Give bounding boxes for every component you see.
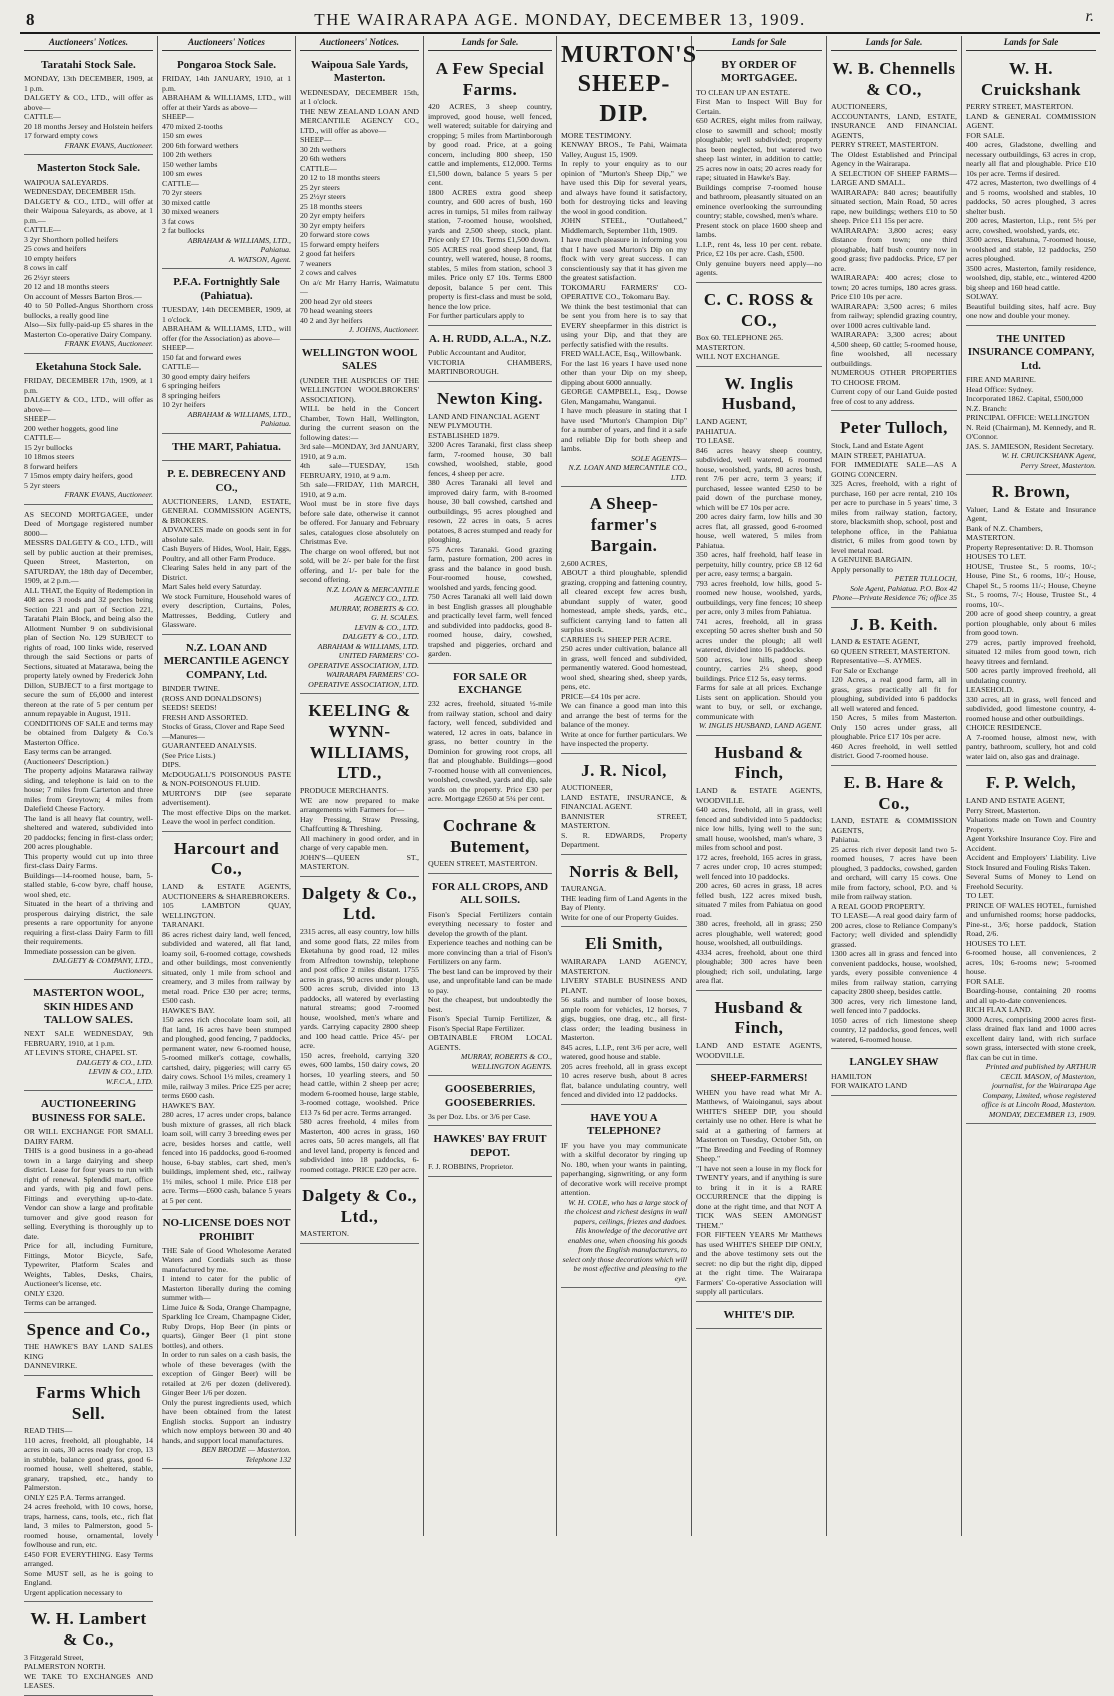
ad-body: LAND & ESTATE AGENTS, WOODVILLE. 640 acres, freehold, all in grass, well fenced and subdivided into 5 paddocks; nice low hills, lying well to the sun; small house, woolshed, man's whare, 3 miles from school and post. 172 acres, freehold, 165 acres in grass, 7 acres under crop, 10 acres stumped; well fenced into 10 paddocks. 200 acres, 60 acres in grass, 18 acres felled bush, 122 acres mixed bush, situated 7 miles from Pahiatua on good road. 380 acres, freehold, all in grass; 250 acres ploughable, well watered; good house, woolshed, all outbuildings. 4334 acres, freehold, about one third ploughable; 300 acres have been ploughed; rich soil, undulating, large area flat.: [696, 786, 822, 986]
advertisement: [428, 384, 552, 664]
advertisement: [24, 1093, 153, 1312]
ad-body: 232 acres, freehold, situated ½-mile from railway station, school and dairy factory, well fenced, subdivided and watered, 12 acres in oats, balance in grass, no better country in the Dominion for growing root crops, all flat and ploughable. Buildings—good 7-roomed house with all conveniences, woolshed, cowshed, yards and dip, sale yards on the property. Price £30 per acre. Mortgage £2650 at 5¼ per cent.: [428, 699, 552, 804]
advertisement: [162, 436, 291, 461]
advertisement: [966, 328, 1096, 475]
advertisement: [831, 54, 957, 411]
ad-body: LAND AND ESTATE AGENTS, WOODVILLE.: [696, 1041, 822, 1060]
ad-body: THE Sale of Good Wholesome Aerated Waters and Cordials such as those manufactured by me. I intend to cater for the public of Masterton liberally during the coming summer with— Lime Juice & Soda, Orange Champagne, Sparkling Ice Cream, Champagne Cider, Ruby Drops, Hop Beer (in pints or quarts), Ginger Beer (1 pint stone bottles), and others. In order to run sales on a cash basis, the whole of these beverages (with the exception of Ginger Beer) will be retailed at 2/6 per dozen (delivered). Ginger Beer 1/6 per dozen. Only the purest ingredients used, which have been obtained from the latest English stocks. Support an industry which now employs between 30 and 40 hands, and support local manufactures.: [162, 1245, 291, 1445]
ad-title: Norris & Bell,: [569, 861, 679, 881]
advertisement: [428, 54, 552, 326]
advertisement: [24, 507, 153, 981]
ad-title: Husband & Finch,: [714, 742, 804, 783]
ad-body: PRODUCE MERCHANTS. WE are now prepared to make arrangements with Farmers for— Hay Pressing, Straw Pressing, Chaffcutting & Threshing. All machinery in good order, and in charge of very capable men. JOHN'S—QUEEN ST., MASTERTON.: [300, 786, 419, 872]
advertisement: [831, 1051, 957, 1095]
ad-body: IF you have you may communicate with a skilful decorator by ringing up No. 180, when your wants in painting, paperhanging, signwriting, or any form of decorative work will receive prompt attention.: [561, 1140, 687, 1198]
ad-body: TUESDAY, 14th DECEMBER, 1909, at 1 o'clock. ABRAHAM & WILLIAMS, LTD., will offer (for the Association) as above— SHEEP— 150 fat and forward ewes CATTLE— 30 good empty dairy heifers 6 springing heifers 8 springing heifers 10 2yr heifers: [162, 305, 291, 410]
handwritten-mark: r.: [1085, 8, 1094, 25]
ad-title: R. Brown,: [991, 482, 1071, 502]
advertisement: [966, 768, 1096, 1124]
ad-title: A Few Special Farms.: [435, 58, 545, 99]
ad-body: LAND & ESTATE AGENTS, AUCTIONEERS & SHAREBROKERS. 105 LAMBTON QUAY, WELLINGTON. TARANAKI. 86 acres richest dairy land, well fenced, subdivided and watered, all flat land, loamy soil, 6-roomed cottage, cowsheds and other buildings, most conveniently situated, only 1 mile from school and creamery, and 3 miles from railway by metal road. Price £30 per acre; terms, £500 cash. HAWKE'S BAY. 150 acres rich chocolate loam soil, all flat land, 16 acres have been stumped and ploughed, good fencing, 7 paddocks, permanent water, new 6-roomed house, 5-roomed milker's cottage, cowhalls, cartshed, dairy, piggeries; will carry 65 dairy cows. School 1½ miles, creamery 1 mile, railway 3 miles. Price £25 per acre; terms £600 cash. HAWKE'S BAY. 280 acres, 17 acres under crops, balance bush mixture of grasses, all rich black loam soil, will carry 3 breeding ewes per acre, besides horses and cattle, well fenced into 16 paddocks, good 6-roomed house, 6-bay stables, cart shed, men's buildings, implement shed, etc., railway 1½ miles, school 1 mile. Price £18 per acre. Terms—£600 cash, balance 5 years at 5 per cent.: [162, 882, 291, 1205]
ad-title: LANGLEY SHAW: [849, 1056, 939, 1069]
column-7: [827, 36, 962, 1536]
ad-title: THE MART, Pahiatua.: [172, 440, 281, 453]
ad-signature: ABRAHAM & WILLIAMS, LTD., Pahiatua.: [187, 409, 291, 429]
advertisement: [561, 756, 687, 855]
advertisement: [300, 54, 419, 340]
ad-title: J. B. Keith.: [850, 614, 938, 634]
ad-body: BINDER TWINE. (ROSS AND DONALDSON'S) SEEDS! SEEDS! FRESH AND ASSORTED. Stocks of Grass, Clover and Rape Seed —Manures— GUARANTEED ANALYSIS. (See Price Lists.) DIPS. McDOUGALL'S POISONOUS PASTE & NON-POISONOUS FLUID. MURTON'S DIP (see separate advertisement). The most effective Dips on the market. Leave the wool in perfect condition.: [162, 684, 291, 827]
ad-signature: PETER TULLOCH, Sole Agent, Pahiatua. P.O. Box 42 Phone—Private Residence 76; office 35: [832, 574, 957, 603]
ad-title: NO-LICENSE DOES NOT PROHIBIT: [162, 1217, 291, 1243]
ad-title: W. H. Cruickshank: [981, 58, 1081, 99]
advertisement: [162, 637, 291, 832]
ad-signature: DALGETY & COMPANY, LTD., Auctioneers.: [52, 956, 153, 975]
advertisement: [561, 489, 687, 753]
ad-body: (UNDER THE AUSPICES OF THE WELLINGTON WOOLBROKERS' ASSOCIATION). WILL be held in the Concert Chamber, Town Hall, Wellington, during the current season on the following dates:— 3rd sale—MONDAY, 3rd JANUARY, 1910, at 9 a.m. 4th sale—TUESDAY, 15th FEBRUARY, 1910, at 9 a.m. 5th sale—FRIDAY, 11th MARCH, 1910, at 9 a.m. Wool must be in store five days before sale date, otherwise it cannot be offered. For January and February sales, catalogues close absolutely on Christmas Eve. The charge on wool offered, but not sold, will be 2/- per bale for the first offering, and 1/- per bale for the second offering.: [300, 375, 419, 585]
ad-title: Taratahi Stock Sale.: [41, 58, 136, 71]
advertisement: [162, 1212, 291, 1469]
ad-title: AUCTIONEERING BUSINESS FOR SALE.: [31, 1098, 146, 1124]
ad-body: MORE TESTIMONY. KENWAY BROS., Te Pahi, Waimata Valley, August 15, 1909. In reply to your enquiry as to our opinion of "Murton's Sheep Dip," we have used this Dip for several years, and always have found it satisfactory, both for destroying ticks and leaving the wool in good condition. JOHN STEEL, "Outlaheed," Middlemarch, September 11th, 1909. I have much pleasure in informing you that I have used Murton's Dip on my flock with very great success. I can conscientiously say that it has given me the greatest satisfaction. TOKOMARU FARMERS' CO-OPERATIVE CO., Tokomaru Bay. We think the best testimonial that can be sent you from here is to say that EVERY sheepfarmer in this district is using your Dip, and that they are perfectly satisfied with the results. FRED WALLACE, Esq., Willowbank. For the last 16 years I have used none other than your Dip on my sheep, dipping about 6000 annually. GEORGE CAMPBELL, Esq., Dowse Glen, Mangamahu, Wanganui. I have much pleasure in stating that I have used "Murton's Champion Dip" for a number of years, and find it a safe and reliable Dip for both sheep and lambs.: [561, 130, 687, 454]
ad-body: 420 ACRES, 3 sheep country, improved, good house, well fenced, well watered; suitable for dairying and cropping; 5 miles from Martinborough by good road. Price, at a going concern, including 800 sheep, 150 cattle and implements, £12,000. Terms £1,500 down, balance 5 years 5 per cent. 1800 ACRES extra good sheep country, and 600 acres of bush, 160 acres in turnips, 51 miles from railway station, 7-roomed house, woolshed, yards and 2,500 sheep, stock, plant. Price only £7 10s. Terms £1,500 down. 505 ACRES real good sheep land, flat country, well watered, house, 8 rooms, stables, 5 miles from station, school 3 miles. Price only £7 10s. Terms £800 deposit, balance 5 per cent. This property is first-class and must be sold, hence the low price. For further particulars apply to: [428, 102, 552, 321]
advertisement: [24, 356, 153, 505]
column-heading: Lands for Sale: [966, 36, 1096, 51]
ad-title: Peter Tulloch,: [840, 418, 948, 438]
ad-title: FOR SALE OR EXCHANGE: [453, 670, 527, 696]
ad-title: W. H. Lambert & Co.,: [30, 1609, 147, 1650]
ad-title: J. R. Nicol,: [581, 760, 667, 780]
ad-title: FOR ALL CROPS, AND ALL SOILS.: [431, 880, 549, 907]
ad-signature: BEN BRODIE — Masterton. Telephone 132: [201, 1445, 291, 1464]
ad-body: 2,600 ACRES, ABOUT a third ploughable, splendid grazing, cropping and fattening country, all cleared except few acres bush, abundant supply of water, good homestead, ample sheds, yards, etc., sufficient carrying land to fatten all surplus stock. CARRIES 1¼ SHEEP PER ACRE. 250 acres under cultivation, balance all in grass, well fenced and subdivided, permanently watered. Good homestead, wool shed, shearing shed, sheep yards, pens, etc. PRICE—£4 10s per acre. We can finance a good man into this and arrange the best of terms for the balance of the money. Write at once for further particulars. We have inspected the property.: [561, 558, 687, 748]
advertisement: [162, 463, 291, 635]
ad-body: LAND AGENT, PAHIATUA. TO LEASE. 846 acres heavy sheep country, subdivided, well watered, 6 roomed house, woolshed, yards, 80 acres bush, rent 7/6 per acre, term 3 years; if purchased, lessee wanted £250 to be paid down of the purchase money, which will be £7 10s per acre. 200 acres dairy farm, low hills and 30 acres flat, all grassed, good 6-roomed house, well watered, 5 miles from Pahiatua. 350 acres, half freehold, half lease in perpetuity, hilly country, price £8 12 6d per acre, easy terms; a bargain. 793 acres freehold, low hills, good 5-roomed new house, woolshed, yards, outbuildings, very fine fences; 10 sheep per acre, only 3 miles from Pahiatua. 741 acres, freehold, all in grass excepting 50 acres shelter bush and 50 acres under the plough; all well watered, divided into 16 paddocks. 500 acres, low hills, good sheep country, carries 2¼ sheep, good buildings. Price £12 5s, easy terms. Farms for sale at all prices. Exchange Lists sent on application. Should you want to buy, or sell, or exchange, communicate with: [696, 417, 822, 721]
advertisement: [831, 413, 957, 607]
ad-title: Pongaroa Stock Sale.: [176, 58, 277, 71]
column-heading: Lands for Sale.: [831, 36, 957, 51]
ad-title: WHITE'S DIP.: [723, 1308, 795, 1321]
advertisement: [428, 1128, 552, 1176]
ad-body: HAMILTON FOR WAIKATO LAND: [831, 1071, 907, 1091]
ad-title: F. P. Welch,: [986, 773, 1076, 793]
ad-signature: FRANK EVANS, Auctioneer.: [64, 140, 153, 150]
ad-title: SHEEP-FARMERS!: [710, 1072, 808, 1085]
ad-title: Eketahuna Stock Sale.: [35, 360, 142, 373]
column-heading: Auctioneers' Notices.: [300, 36, 419, 51]
advertisement: [428, 811, 552, 874]
column-3: [296, 36, 424, 1536]
ad-body: F. J. ROBBINS, Proprietor.: [428, 1162, 514, 1172]
ad-title: Waipoua Sale Yards, Masterton.: [310, 58, 409, 85]
column-heading: Auctioneers' Notices: [162, 36, 291, 51]
ad-body: Fison's Special Fertilizers contain everything necessary to foster and develop the growth of the plant. Experience teaches and nothing can be more convincing than a trial of Fison's Fertilizers on any farm. The best land can be improved by their use, and unprofitable land can be made to pay. Not the cheapest, but undoubtedly the best. Fison's Special Turnip Fertilizer, & Fison's Special Rape Fertilizer. OBTAINABLE FROM LOCAL AGENTS.: [428, 909, 552, 1052]
advertisement: [696, 54, 822, 283]
ad-title: Masterton Stock Sale.: [37, 162, 140, 175]
page-number: 8: [26, 10, 35, 29]
ad-title: P.F.A. Fortnightly Sale (Pahiatua).: [173, 276, 280, 302]
ad-body: WAIRARAPA LAND AGENCY, MASTERTON. LIVERY STABLE BUSINESS AND PLANT. 56 stalls and number of loose boxes, ample room for vehicles, 12 horses, 7 gigs, buggies, one drag, etc., all first-class order; the leading business in Masterton. 845 acres, L.I.P., rent 3/6 per acre, well watered, good house and stable. 205 acres freehold, all in grass except 10 acres reserve bush, about 8 acres flat, balance undulating country, well fenced and divided into 12 paddocks.: [561, 957, 687, 1100]
ad-title: KEELING & WYNN-WILLIAMS, LTD.,: [308, 701, 411, 783]
ad-body: AUCTIONEER, LAND ESTATE, INSURANCE, & FINANCIAL AGENT. BANNISTER STREET, MASTERTON. S. R. EDWARDS, Property Department.: [561, 783, 687, 850]
ad-signature: FRANK EVANS, Auctioneer.: [64, 490, 153, 500]
ad-body: OR WILL EXCHANGE FOR SMALL DAIRY FARM. THIS is a good business in a go-ahead town in a large dairying and sheep district. Lease for four years to run with right of renewal. Splendid mart, office and yards, with pig and fowl pens. Fittings and everything up-to-date. Vendor can show a large and profitable turnover and give good reason for selling. Everything is thoroughly up to date. Price for all, including Furniture, Fittings, Motor Bicycle, Safe, Typewriter, Platform Scales and Weights, Tables, Desks, Chairs, Auctioneer's license, etc. ONLY £320. Terms can be arranged.: [24, 1127, 153, 1308]
ad-title: N.Z. LOAN AND MERCANTILE AGENCY COMPANY, Ltd.: [163, 641, 290, 681]
ad-body: WAIPOUA SALEYARDS. WEDNESDAY, DECEMBER 15th. DALGETY & CO., LTD., will offer at their Waipoua Saleyards, as above, at 1 p.m.— CATTLE— 3 2yr Shorthorn polled heifers 25 cows and heifers 10 empty heifers 8 cows in calf 26 2½yr steers 20 12 and 18 months steers On account of Messrs Barton Bros.— 40 to 50 Polled-Angus Shorthorn cross bullocks, a really good line Also—Six fully-paid-up £5 shares in the Masterton Co-operative Dairy Company.: [24, 177, 153, 339]
column-5: [557, 36, 698, 1536]
advertisement: [162, 54, 291, 269]
advertisement: [24, 1315, 153, 1376]
ad-title: Eli Smith,: [585, 934, 663, 954]
column-1: [20, 36, 158, 1691]
ad-body: THE HAWKE'S BAY LAND SALES KING DANNEVIRKE.: [24, 1342, 153, 1371]
advertisement: [561, 36, 698, 487]
advertisement: [966, 477, 1096, 766]
ad-body: FIRE AND MARINE. Head Office: Sydney. Incorporated 1862. Capital, £500,000 N.Z. Branch: PRINCIPAL OFFICE: WELLINGTON N. Reid (Chairman), M. Kennedy, and R. O'Connor. JAS. S. JAMIESON, Resident Secretary.: [966, 375, 1096, 451]
newspaper-title: THE WAIRARAPA AGE. MONDAY, DECEMBER 13, 1909.: [314, 10, 806, 29]
column-6: [692, 36, 827, 1536]
advertisement: [696, 285, 822, 367]
advertisement: [696, 1304, 822, 1329]
advertisement: [428, 876, 552, 1076]
ad-title: HAVE YOU A TELEPHONE?: [587, 1111, 661, 1138]
column-heading: Auctioneers' Notices.: [24, 36, 153, 51]
advertisement: [561, 857, 687, 928]
ad-title: P. E. DEBRECENY AND CO.,: [167, 468, 286, 494]
column-heading: Lands for Sale: [696, 36, 822, 51]
ad-body: WEDNESDAY, DECEMBER 15th, at 1 o'clock. THE NEW ZEALAND LOAN AND MERCANTILE AGENCY CO., LTD., will offer as above— SHEEP— 30 2th wethers 20 6th wethers CATTLE— 20 12 to 18 months steers 25 2yr steers 25 2½yr steers 25 18 months steers 20 2yr empty heifers 30 2yr empty heifers 20 forward store cows 15 forward empty heifers 2 good fat heifers 7 weaners 2 cows and calves On a/c Mr Harry Harris, Waimatutu— 200 head 2yr old steers 70 head weaning steers 40 2 and 3yr heifers: [300, 87, 419, 325]
column-8: [962, 36, 1100, 1536]
ad-title: Husband & Finch,: [714, 997, 804, 1038]
ad-title: Harcourt and Co.,: [173, 838, 280, 879]
ad-signature: J. JOHNS, Auctioneer.: [348, 325, 419, 335]
advertisement: [696, 369, 822, 736]
advertisement: [24, 54, 153, 155]
advertisement: [966, 54, 1096, 326]
ad-title: A Sheep-farmer's Bargain.: [589, 494, 659, 555]
ad-body: MASTERTON.: [300, 1229, 349, 1239]
ad-signature: SOLE AGENTS— N.Z. LOAN AND MERCANTILE CO., LTD.: [568, 453, 687, 482]
advertisement: [24, 982, 153, 1091]
ad-signature: W. INGLIS HUSBAND, LAND AGENT.: [698, 721, 822, 731]
ad-body: TO CLEAN UP AN ESTATE. First Man to Inspect Will Buy for Certain. 650 ACRES, eight miles from railway, close to sawmill and school; mostly ploughable; well subdivided; property has been neglected, but watered two sheep last winter, in addition to cattle; 25 acres now in oats; 20 acres ready for rape; situated in Hawke's Bay. Buildings comprise 7-roomed house and bathroom, pleasantly situated on an eminence overlooking the surrounding country; stable, cowshed, men's whare. Present stock on place 1600 sheep and lambs. L.I.P., rent 4s, less 10 per cent. rebate. Price, £2 10s per acre. Cash, £500. Only genuine buyers need apply—no agents.: [696, 87, 822, 278]
advertisement: [162, 834, 291, 1210]
column-4: [424, 36, 557, 1536]
ad-signature: W. H. CRUICKSHANK Agent, Perry Street, Masterton.: [1001, 451, 1096, 470]
advertisement: [300, 696, 419, 876]
advertisement: [561, 929, 687, 1104]
ad-body: QUEEN STREET, MASTERTON.: [428, 859, 538, 869]
masthead: [20, 8, 1100, 34]
ad-body: Stock, Land and Estate Agent MAIN STREET, PAHIATUA. FOR IMMEDIATE SALE—AS A GOING CONCERN. 325 Acres, freehold, with a right of purchase, 160 per acre rental, 210 10s per acre to purchase in 5 years' time, 3 miles from railway station, factory, store, blacksmith shop, school, post and telephone office, in the Pahiatua district, 6 miles from good town by level metal road. A GENUINE BARGAIN. Apply personally to: [831, 441, 957, 574]
ad-body: AUCTIONEERS, ACCOUNTANTS, LAND, ESTATE, INSURANCE AND FINANCIAL AGENTS, PERRY STREET, MASTERTON. The Oldest Established and Principal Agency in the Wairarapa. A SELECTION OF SHEEP FARMS—LARGE AND SMALL. WAIRARAPA: 840 acres; beautifully situated section, Main Road, 50 acres rape, new buildings; wethers £10 to 50 sheep. Price £11 15s per acre. WAIRARAPA: 3,800 acres; easy distance from town; one third ploughable, half bush country now in good grass; five paddocks. Price, £7 per acre. WAIRARAPA: 400 acres; close to town; 20 acres turnips, 180 acres grass. Price £10 10s per acre. WAIRARAPA: 3,500 acres; 6 miles from railway; splendid grazing country, over 1000 acres cultivable land. WAIRARAPA: 3,300 acres; about 4,500 sheep, 60 cattle; 5-roomed house, fine woolshed, all necessary outbuildings. NUMEROUS OTHER PROPERTIES TO CHOOSE FROM. Current copy of our Land Guide posted free of cost to any address.: [831, 102, 957, 406]
ad-signature: FRANK EVANS, Auctioneer.: [64, 339, 153, 349]
advertisement: [831, 768, 957, 1049]
advertisement: [24, 1378, 153, 1602]
ad-body: WHEN you have read what Mr A. Matthews, of Waioinganui, says about WHITE'S SHEEP DIP, you should certainly use no other. Here is what he said at a gathering of farmers at Masterton on Tuesday, October 5th, on "The Breeding and Feeding of Romney Sheep." "I have not seen a louse in my flock for TWENTY years, and if anything is sure to bring it in it is a RARE OCCURRENCE that the dipping is done at the right time, and that NOT A TICK WAS SEEN AMONGST THEM." FOR FIFTEEN YEARS Mr Matthews has used WHITE'S SHEEP DIP ONLY, and the above testimony sets out the secret: no dip but the right dip, dipped at the right time. The Wairarapa Farmers' Co-operative Association will supply all particulars.: [696, 1087, 822, 1297]
ad-body: LAND AND ESTATE AGENT, Perry Street, Masterton. Valuations made on Town and Country Property. Agent Yorkshire Insurance Coy. Fire and Accident. Accident and Employers' Liability. Live Stock Insured and Fouling Risks Taken. Several Sums of Money to Lend on Freehold Security. TO LET. PRINCE OF WALES HOTEL, furnished and unfurnished rooms; horse paddocks, Pine-st., 3/6; horse paddock, Station Road, 2/6. HOUSES TO LET. 6-roomed house, all conveniences, 2 acres, 10s; 6-rooms new; 5-roomed house. FOR SALE. Boarding-house, containing 20 rooms and all up-to-date conveniences. RICH FLAX LAND. 3000 Acres, comprising 2000 acres first-class drained flax land and 1000 acres excellent dairy land, with rich surface sown grass, intersected with stone creek, flax can be cut in time.: [966, 796, 1096, 1062]
ad-body: NEXT SALE WEDNESDAY, 9th FEBRUARY, 1910, at 1 p.m. AT LEVIN'S STORE, CHAPEL ST.: [24, 1029, 153, 1058]
advertisement: [24, 1604, 153, 1695]
ad-signature: W. H. COLE, who has a large stock of the choicest and richest designs in wall papers, ceilings, friezes and dadoes. His knowledge of the decorative art enables one, when choosing his goods from the English manufacturers, to select only those decorations which will be most effective and pleasing to the eye.: [562, 1197, 687, 1283]
ad-title: MURTON'S SHEEP-DIP.: [561, 42, 698, 127]
ad-body: Box 60. TELEPHONE 265. MASTERTON. WILL NOT EXCHANGE.: [696, 333, 784, 362]
advertisement: [428, 328, 552, 382]
ad-title: BY ORDER OF MORTGAGEE.: [720, 58, 798, 85]
ad-title: Dalgety & Co., Ltd.: [302, 883, 417, 924]
ad-title: W. Inglis Husband,: [721, 373, 797, 414]
advertisement: [300, 342, 419, 694]
column-heading: Lands for Sale.: [428, 36, 552, 51]
ad-title: E. B. Hare & Co.,: [843, 772, 945, 813]
advertisement: [561, 1107, 687, 1288]
ad-body: AS SECOND MORTGAGEE, under Deed of Mortgage registered number 8000— MESSRS DALGETY & CO., LTD., will sell by public auction at their premises, Queen Street, Masterton, on SATURDAY, the 18th day of December, 1909, at 2 p.m.— ALL THAT, the Equity of Redemption in 408 acres 3 roods and 32 perches being Section 221 and part of Section 221, Taratahi Plain Block, and being also the Allotment Number 9 on subdivisional plan of Section No. 129 SUBJECT to rights of road, 100 links wide, reserved through the said Sections or parts of Sections, situated at Matarawa, being the property lately owned by Frederick John Dillon, SUBJECT to a first mortgage to secure the sum of £6,000 and interest thereon at the rate of 5 per centum per annum repayable in August, 1911. CONDITIONS OF SALE and terms may be obtained from Dalgety & Co.'s Masterton Office. Easy terms can be arranged. (Auctioneers' Description.) The property adjoins Matarawa railway siding, and telephone is laid on to the house; 7 miles from Carterton and three miles from Greytown; 4 miles from Dalefield Cheese Factory. The land is all heavy flat country, well-sheltered and watered, subdivided into 20 paddocks; fencing in first-class order; 200 acres ploughable. This property would cut up into three first-class Dairy Farms. Buildings—14-roomed house, barn, 5-stalled stable, 6-cow byre, chaff house, wool shed, etc. Situated in the heart of a thriving and prosperous dairying district, the sale presents a rare opportunity for anyone requiring a first-class Dairy Farm to fill their requirements. Immediate possession can be given.: [24, 509, 153, 956]
ad-title: C. C. ROSS & CO.,: [703, 289, 815, 330]
ad-title: Dalgety & Co., Ltd.,: [302, 1186, 417, 1226]
ad-body: 3 Fitzgerald Street, PALMERSTON NORTH. WE TAKE TO EXCHANGES AND LEASES.: [24, 1652, 153, 1691]
ad-body: LAND & ESTATE AGENT, 60 QUEEN STREET, MASTERTON. Representative—S. AYMES. For Sale or Exchange 120 Acres, a real good farm, all in grass, grass practically all fit for ploughing, subdivided into 6 paddocks all well watered and fenced. 150 Acres, 5 miles from Masterton. Only 150 acres under grass, all ploughable. Price £17 10s per acre. 460 Acres freehold, in well settled district. Good 7-roomed house.: [831, 637, 957, 761]
advertisement: [428, 666, 552, 809]
ad-body: FRIDAY, 14th JANUARY, 1910, at 1 p.m. ABRAHAM & WILLIAMS, LTD., will offer at their Yards as above— SHEEP— 470 mixed 2-tooths 150 sm ewes 200 6th forward wethers 100 2th wethers 150 wether lambs 100 sm ewes CATTLE— 70 2yr steers 30 mixed cattle 30 mixed weaners 3 fat cows 2 fat bullocks: [162, 74, 291, 236]
ad-title: WELLINGTON WOOL SALES: [301, 346, 418, 373]
ad-body: 2315 acres, all easy country, low hills and some good flats, 22 miles from Eketahuna by good road, 12 miles from Alfredton township, telephone and post office 2 miles distant. 1755 acres in grass, 90 acres under plough, 500 acres scrub, divided into 13 paddocks, all watered by everlasting natural streams; good 7-roomed house, woolshed, men's whare and yards. Carrying capacity 2800 sheep and 100 head cattle. Price 45/- per acre. 150 acres, freehold, carrying 320 ewes, 600 lambs, 150 dairy cows, 20 horses, 10 yearling steers, and 50 head cattle, within 2 sheep per acre; modern 6-roomed house, large stable, 3-roomed cottage, woolshed. Price £13 7s 6d per acre. Terms arranged. 580 acres freehold, 4 miles from Masterton, 400 acres in grass, 160 acres oats, 50 acres mangels, all flat and level land, property is fenced and subdivided into 18 paddocks, 6-roomed cottage. PRICE £20 per acre.: [300, 927, 419, 1174]
ad-signature: ABRAHAM & WILLIAMS, LTD., Pahiatua. A. WATSON, Agent.: [187, 235, 291, 264]
ad-body: PERRY STREET, MASTERTON. LAND & GENERAL COMMISSION AGENT. FOR SALE. 400 acres, Gladstone, dwelling and necessary outbuildings, 63 acres in crop, nearly all flat and ploughable. Price £10 10s per acre. Terms if desired. 472 acres, Masterton, two dwellings of 4 and 5 rooms, woolshed and stables, 10 paddocks, 50 acres ploughed, 3 acres shelter bush. 200 acres, Masterton, l.i.p., rent 5½ per acre, cowshed, woolshed, yards, etc. 3500 acres, Eketahuna, 7-roomed house, woolshed and stable, 12 paddocks, 250 acres ploughed. 3500 acres, Masterton, family residence, woolshed, dip, stable, etc., wintered 4200 big sheep and 160 head cattle. SOLWAY. Beautiful building sites, half acre. Buy one now and double your money.: [966, 102, 1096, 321]
advertisement: [300, 1181, 419, 1244]
ad-title: HAWKES' BAY FRUIT DEPOT.: [433, 1133, 547, 1159]
ad-signature: MURRAY, ROBERTS & CO., WELLINGTON AGENTS.: [460, 1052, 552, 1071]
ad-title: Newton King.: [436, 388, 544, 408]
ad-body: AUCTIONEERS, LAND, ESTATE, GENERAL COMMISSION AGENTS, & BROKERS. ADVANCES made on goods sent in for absolute sale. Cash Buyers of Hides, Wool, Hair, Eggs, Poultry, and all other Farm Produce. Clearing Sales held in any part of the District. Mart Sales held every Saturday. We stock Furniture, Household wares of every description, Curtains, Poles, Mattresses, Bedding, Cutlery and Glassware.: [162, 496, 291, 630]
ad-title: MASTERTON WOOL, SKIN HIDES AND TALLOW SALES.: [32, 987, 145, 1026]
ad-body: Public Accountant and Auditor, VICTORIA CHAMBERS, MARTINBOROUGH.: [428, 348, 552, 377]
ad-body: MONDAY, 13th DECEMBER, 1909, at 1 p.m. DALGETY & CO., LTD., will offer as above— CATTLE— 20 18 months Jersey and Holstein heifers 17 forward empty cows: [24, 74, 153, 141]
advertisement: [696, 993, 822, 1065]
ad-title: W. B. Chennells & CO.,: [832, 58, 956, 99]
ad-body: 3s per Doz. Lbs. or 3/6 per Case.: [428, 1111, 531, 1121]
advertisement: [696, 738, 822, 991]
advertisement: [831, 610, 957, 766]
ad-title: THE UNITED INSURANCE COMPANY, Ltd.: [967, 332, 1095, 372]
ad-body: Valuer, Land & Estate and Insurance Agent, Bank of N.Z. Chambers, MASTERTON. Property Representative: D. R. Thomson HOUSES TO LET. HOUSE, Trustee St., 5 rooms, 10/-; House, Pine St., 6 rooms, 10/-; House, Chapel St., 5 rooms 11/-; House, Cheyne St., 5 rooms, 7/-; House, Trustee St., 4 rooms, 10/-. 200 acre of good sheep country, a great portion ploughable, only about 6 miles from good town. 279 acres, partly improved freehold, situated 12 miles from good town, rich heavy titrees and fernland. 500 acres partly improved freehold, all undulating country. LEASEHOLD. 330 acres, all in grass, well fenced and subdivided, good limestone country, 4-roomed house and other outbuildings. CHOICE RESIDENCE. A 7-roomed house, almost new, with pantry, bathroom, scullery, hot and cold water laid on, also gas and drainage.: [966, 504, 1096, 761]
ad-title: Farms Which Sell.: [36, 1382, 141, 1423]
ad-title: A. H. RUDD, A.L.A., N.Z.: [429, 332, 551, 345]
advertisement: [24, 157, 153, 353]
ad-title: Spence and Co.,: [26, 1319, 151, 1339]
ad-signature: Printed and published by ARTHUR CECIL MASON, of Masterton, journalist, for the Wairarapa Age Company, Limited, whose registered office is at Lincoln Road, Masterton. MONDAY, DECEMBER 13, 1909.: [981, 1062, 1096, 1119]
ad-body: TAURANGA. THE leading firm of Land Agents in the Bay of Plenty. Write for one of our Property Guides.: [561, 884, 687, 922]
column-2: [158, 36, 296, 1536]
ad-body: READ THIS— 110 acres, freehold, all ploughable, 14 acres in oats, 30 acres ready for crop, 13 in stubble, balance good grass, good 6-roomed house, well sheltered, stable, granary, trapshed, etc., handy to Palmerston. ONLY £25 P.A. Terms arranged. 24 acres freehold, with 10 cows, horse, traps, harness, cans, tools, etc., rich flat land, 3 miles to Palmerston, good 5-roomed house, ornamental, lovely fowlhouse and run, etc. £450 FOR EVERYTHING. Easy Terms arranged. Some MUST sell, as he is going to England. Urgent application necessary to: [24, 1426, 153, 1597]
advertisement: [428, 1078, 552, 1126]
ad-title: Cochrane & Butement,: [442, 815, 538, 856]
advertisement: [162, 271, 291, 433]
ad-signature: DALGETY & CO., LTD. LEVIN & CO., LTD. W.F.C.A., LTD.: [76, 1057, 153, 1086]
ad-body: FRIDAY, DECEMBER 17th, 1909, at 1 p.m. DALGETY & CO., LTD., will offer as above— SHEEP— 200 wether hoggets, good line CATTLE— 15 2yr bullocks 10 18mos steers 8 forward heifers 7 15mos empty dairy heifers, good 5 2yr steers: [24, 376, 153, 490]
advertisement: [696, 1067, 822, 1301]
ad-body: LAND AND FINANCIAL AGENT NEW PLYMOUTH. ESTABLISHED 1879. 3200 Acres Taranaki, first class sheep farm, 7-roomed house, 30 ball cowshed, woolshed, stable, good fences, 4 sheep per acre. 380 Acres Taranaki all level and improved dairy farm, with 8-roomed house, 30 ball cowshed, cartshed and outbuildings, 95 acres ploughed and resown, 22 acres in oats, 5 acres potatoes, 8 acres stumped and ready for ploughing. 575 Acres Taranaki. Good grazing farm, pasture formation, 200 acres in grass and the balance in good bush. Four-roomed house, cowshed, woolshed and yards, fencing good. 750 Acres Taranaki all well laid down in best English grasses all ploughable and practically level farm, well fenced and subdivided into paddocks, good 8-roomed house, dairy, cowshed, trapshed and piggeries, orchard and garden.: [428, 411, 552, 659]
advertisement: [300, 879, 419, 1179]
ad-signature: N.Z. LOAN & MERCANTILE AGENCY CO., LTD. MURRAY, ROBERTS & CO. G. H. SCALES. LEVIN & CO., LTD. DALGETY & CO., LTD. ABRAHAM & WILLIAMS, LTD. UNITED FARMERS' CO-OPERATIVE ASSOCIATION, LTD. WAIRARAPA FARMERS' CO-OPERATIVE ASSOCIATION, LTD.: [308, 584, 419, 689]
ad-title: GOOSEBERRIES, GOOSEBERRIES.: [444, 1083, 536, 1109]
ad-body: LAND, ESTATE & COMMISSION AGENTS, Pahiatua. 25 acres rich river deposit land two 5-roomed houses, 7 acres have been ploughed, 3 paddocks, cowshed, garden and orchard, will carry 15 cows. One mile from factory, school, P.O. and ¼ mile from railway station. A REAL GOOD PROPERTY. TO LEASE—A real good dairy farm of 200 acres, close to Reliance Company's Factory; well divided and splendidly grassed. 1300 acres all in grass and fenced into convenient paddocks, house, woolshed, yards, every possible convenience 4 miles from railway station, carrying capacity 2800 sheep, besides cattle. 300 acres, very rich limestone land, well fenced into 7 paddocks. 1050 acres of rich limestone sheep country, 12 paddocks, good fences, well watered, 6-roomed house.: [831, 816, 957, 1044]
